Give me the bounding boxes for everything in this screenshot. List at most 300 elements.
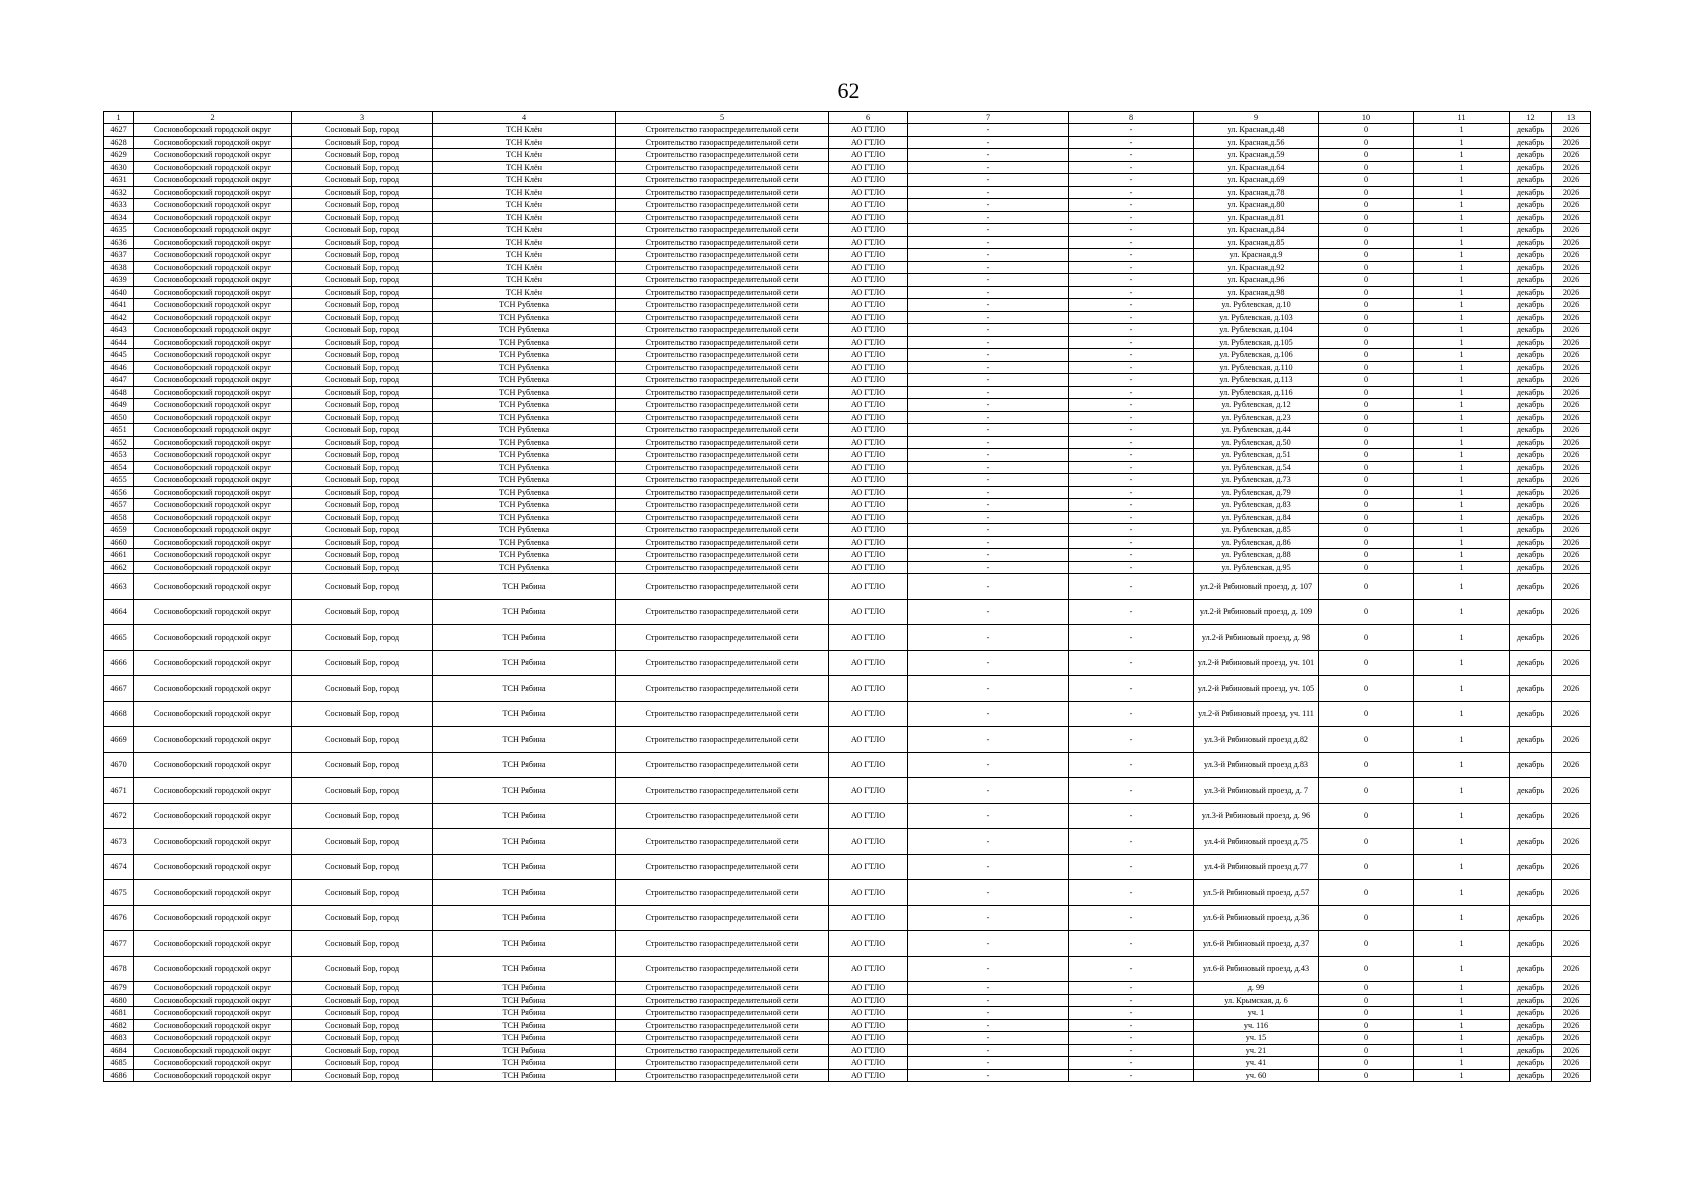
work-type-cell: Строительство газораспределительной сети: [616, 982, 829, 995]
object-cell: ТСН Рублевка: [433, 536, 616, 549]
row-number-cell: 4630: [104, 161, 134, 174]
settlement-cell: Сосновый Бор, город: [292, 536, 433, 549]
work-type-cell: Строительство газораспределительной сети: [616, 676, 829, 702]
column-11-cell: 1: [1414, 1044, 1510, 1057]
work-type-cell: Строительство газораспределительной сети: [616, 1032, 829, 1045]
work-type-cell: Строительство газораспределительной сети: [616, 956, 829, 982]
column-7-cell: -: [908, 324, 1069, 337]
column-7-cell: -: [908, 261, 1069, 274]
table-row: [104, 411, 1591, 424]
organization-cell: АО ГТЛО: [829, 625, 908, 651]
settlement-cell: Сосновый Бор, город: [292, 803, 433, 829]
column-7-cell: -: [908, 399, 1069, 412]
table-row: [104, 561, 1591, 574]
column-11-cell: 1: [1414, 461, 1510, 474]
month-cell: декабрь: [1510, 149, 1552, 162]
district-cell: Сосновоборский городской округ: [134, 436, 292, 449]
address-cell: ул. Красная,д.84: [1194, 224, 1319, 237]
settlement-cell: Сосновый Бор, город: [292, 324, 433, 337]
table-row: [104, 1044, 1591, 1057]
object-cell: ТСН Рублевка: [433, 324, 616, 337]
column-11-cell: 1: [1414, 211, 1510, 224]
year-cell: 2026: [1552, 286, 1591, 299]
column-11-cell: 1: [1414, 474, 1510, 487]
object-cell: ТСН Рябина: [433, 1069, 616, 1082]
year-cell: 2026: [1552, 199, 1591, 212]
column-10-cell: 0: [1319, 261, 1414, 274]
organization-cell: АО ГТЛО: [829, 994, 908, 1007]
column-7-cell: -: [908, 1057, 1069, 1070]
settlement-cell: Сосновый Бор, город: [292, 982, 433, 995]
address-cell: ул. Рублевская, д.73: [1194, 474, 1319, 487]
month-cell: декабрь: [1510, 211, 1552, 224]
work-type-cell: Строительство газораспределительной сети: [616, 701, 829, 727]
object-cell: ТСН Рублевка: [433, 474, 616, 487]
month-cell: декабрь: [1510, 994, 1552, 1007]
year-cell: 2026: [1552, 982, 1591, 995]
column-7-cell: -: [908, 536, 1069, 549]
year-cell: 2026: [1552, 474, 1591, 487]
address-cell: ул. Рублевская, д.88: [1194, 549, 1319, 562]
settlement-cell: Сосновый Бор, город: [292, 199, 433, 212]
address-cell: ул. Рублевская, д.12: [1194, 399, 1319, 412]
row-number-cell: 4660: [104, 536, 134, 549]
column-7-cell: -: [908, 236, 1069, 249]
address-cell: ул. Рублевская, д.84: [1194, 511, 1319, 524]
address-cell: уч. 60: [1194, 1069, 1319, 1082]
district-cell: Сосновоборский городской округ: [134, 186, 292, 199]
settlement-cell: Сосновый Бор, город: [292, 524, 433, 537]
object-cell: ТСН Рябина: [433, 778, 616, 804]
month-cell: декабрь: [1510, 524, 1552, 537]
column-11-cell: 1: [1414, 349, 1510, 362]
row-number-cell: 4674: [104, 854, 134, 880]
month-cell: декабрь: [1510, 261, 1552, 274]
column-7-cell: -: [908, 854, 1069, 880]
month-cell: декабрь: [1510, 461, 1552, 474]
settlement-cell: Сосновый Бор, город: [292, 411, 433, 424]
address-cell: ул.2-й Рябиновый проезд, уч. 101: [1194, 650, 1319, 676]
year-cell: 2026: [1552, 1044, 1591, 1057]
column-10-cell: 0: [1319, 499, 1414, 512]
object-cell: ТСН Рублевка: [433, 449, 616, 462]
month-cell: декабрь: [1510, 136, 1552, 149]
month-cell: декабрь: [1510, 701, 1552, 727]
column-10-cell: 0: [1319, 474, 1414, 487]
work-type-cell: Строительство газораспределительной сети: [616, 599, 829, 625]
district-cell: Сосновоборский городской округ: [134, 286, 292, 299]
column-10-cell: 0: [1319, 1007, 1414, 1020]
district-cell: Сосновоборский городской округ: [134, 803, 292, 829]
work-type-cell: Строительство газораспределительной сети: [616, 324, 829, 337]
settlement-cell: Сосновый Бор, город: [292, 854, 433, 880]
settlement-cell: Сосновый Бор, город: [292, 236, 433, 249]
row-number-cell: 4642: [104, 311, 134, 324]
column-10-cell: 0: [1319, 1069, 1414, 1082]
month-cell: декабрь: [1510, 803, 1552, 829]
organization-cell: АО ГТЛО: [829, 474, 908, 487]
year-cell: 2026: [1552, 161, 1591, 174]
work-type-cell: Строительство газораспределительной сети: [616, 1019, 829, 1032]
column-10-cell: 0: [1319, 336, 1414, 349]
column-7-cell: -: [908, 499, 1069, 512]
object-cell: ТСН Клён: [433, 211, 616, 224]
column-10-cell: 0: [1319, 461, 1414, 474]
year-cell: 2026: [1552, 261, 1591, 274]
column-11-cell: 1: [1414, 1007, 1510, 1020]
district-cell: Сосновоборский городской округ: [134, 161, 292, 174]
organization-cell: АО ГТЛО: [829, 727, 908, 753]
year-cell: 2026: [1552, 701, 1591, 727]
organization-cell: АО ГТЛО: [829, 1019, 908, 1032]
column-7-cell: -: [908, 361, 1069, 374]
address-cell: ул.3-й Рябиновый проезд, д. 7: [1194, 778, 1319, 804]
column-11-cell: 1: [1414, 561, 1510, 574]
column-7-cell: -: [908, 650, 1069, 676]
table-row: [104, 361, 1591, 374]
organization-cell: АО ГТЛО: [829, 236, 908, 249]
settlement-cell: Сосновый Бор, город: [292, 1057, 433, 1070]
column-8-cell: -: [1069, 249, 1194, 262]
row-number-cell: 4680: [104, 994, 134, 1007]
month-cell: декабрь: [1510, 124, 1552, 137]
month-cell: декабрь: [1510, 905, 1552, 931]
row-number-cell: 4664: [104, 599, 134, 625]
column-8-cell: -: [1069, 1032, 1194, 1045]
table-row: [104, 829, 1591, 855]
column-8-cell: -: [1069, 956, 1194, 982]
address-cell: ул. Красная,д.80: [1194, 199, 1319, 212]
settlement-cell: Сосновый Бор, город: [292, 880, 433, 906]
row-number-cell: 4665: [104, 625, 134, 651]
district-cell: Сосновоборский городской округ: [134, 386, 292, 399]
month-cell: декабрь: [1510, 574, 1552, 600]
settlement-cell: Сосновый Бор, город: [292, 374, 433, 387]
year-cell: 2026: [1552, 524, 1591, 537]
table-row: [104, 249, 1591, 262]
column-10-cell: 0: [1319, 411, 1414, 424]
month-cell: декабрь: [1510, 349, 1552, 362]
year-cell: 2026: [1552, 436, 1591, 449]
column-10-cell: 0: [1319, 224, 1414, 237]
column-10-cell: 0: [1319, 211, 1414, 224]
column-10-cell: 0: [1319, 199, 1414, 212]
work-type-cell: Строительство газораспределительной сети: [616, 829, 829, 855]
organization-cell: АО ГТЛО: [829, 829, 908, 855]
year-cell: 2026: [1552, 324, 1591, 337]
district-cell: Сосновоборский городской округ: [134, 778, 292, 804]
column-8-cell: -: [1069, 199, 1194, 212]
month-cell: декабрь: [1510, 1019, 1552, 1032]
organization-cell: АО ГТЛО: [829, 536, 908, 549]
year-cell: 2026: [1552, 499, 1591, 512]
column-11-cell: 1: [1414, 625, 1510, 651]
column-8-cell: -: [1069, 1019, 1194, 1032]
column-7-cell: -: [908, 436, 1069, 449]
column-number: 6: [829, 112, 908, 124]
work-type-cell: Строительство газораспределительной сети: [616, 236, 829, 249]
organization-cell: АО ГТЛО: [829, 374, 908, 387]
object-cell: ТСН Рябина: [433, 829, 616, 855]
column-7-cell: -: [908, 274, 1069, 287]
work-type-cell: Строительство газораспределительной сети: [616, 436, 829, 449]
object-cell: ТСН Рублевка: [433, 399, 616, 412]
column-11-cell: 1: [1414, 199, 1510, 212]
district-cell: Сосновоборский городской округ: [134, 299, 292, 312]
settlement-cell: Сосновый Бор, город: [292, 349, 433, 362]
table-row: [104, 676, 1591, 702]
row-number-cell: 4683: [104, 1032, 134, 1045]
row-number-cell: 4666: [104, 650, 134, 676]
column-8-cell: -: [1069, 336, 1194, 349]
settlement-cell: Сосновый Бор, город: [292, 931, 433, 957]
column-11-cell: 1: [1414, 982, 1510, 995]
column-11-cell: 1: [1414, 311, 1510, 324]
organization-cell: АО ГТЛО: [829, 174, 908, 187]
row-number-cell: 4638: [104, 261, 134, 274]
column-11-cell: 1: [1414, 880, 1510, 906]
work-type-cell: Строительство газораспределительной сети: [616, 311, 829, 324]
month-cell: декабрь: [1510, 1044, 1552, 1057]
column-11-cell: 1: [1414, 261, 1510, 274]
column-8-cell: -: [1069, 803, 1194, 829]
column-11-cell: 1: [1414, 854, 1510, 880]
address-cell: ул.2-й Рябиновый проезд, д. 98: [1194, 625, 1319, 651]
column-10-cell: 0: [1319, 236, 1414, 249]
row-number-cell: 4636: [104, 236, 134, 249]
month-cell: декабрь: [1510, 829, 1552, 855]
address-cell: ул. Рублевская, д.85: [1194, 524, 1319, 537]
column-11-cell: 1: [1414, 701, 1510, 727]
month-cell: декабрь: [1510, 249, 1552, 262]
table-row: [104, 386, 1591, 399]
column-7-cell: -: [908, 1032, 1069, 1045]
organization-cell: АО ГТЛО: [829, 778, 908, 804]
column-7-cell: -: [908, 803, 1069, 829]
year-cell: 2026: [1552, 880, 1591, 906]
address-cell: ул. Красная,д.9: [1194, 249, 1319, 262]
organization-cell: АО ГТЛО: [829, 411, 908, 424]
object-cell: ТСН Рябина: [433, 574, 616, 600]
column-10-cell: 0: [1319, 727, 1414, 753]
year-cell: 2026: [1552, 174, 1591, 187]
table-row: [104, 336, 1591, 349]
object-cell: ТСН Клён: [433, 161, 616, 174]
district-cell: Сосновоборский городской округ: [134, 361, 292, 374]
column-8-cell: -: [1069, 186, 1194, 199]
organization-cell: АО ГТЛО: [829, 701, 908, 727]
table-row: [104, 931, 1591, 957]
month-cell: декабрь: [1510, 1007, 1552, 1020]
table-row: [104, 956, 1591, 982]
object-cell: ТСН Рябина: [433, 676, 616, 702]
column-8-cell: -: [1069, 524, 1194, 537]
column-11-cell: 1: [1414, 676, 1510, 702]
object-cell: ТСН Рублевка: [433, 299, 616, 312]
work-type-cell: Строительство газораспределительной сети: [616, 361, 829, 374]
month-cell: декабрь: [1510, 1057, 1552, 1070]
district-cell: Сосновоборский городской округ: [134, 561, 292, 574]
column-11-cell: 1: [1414, 411, 1510, 424]
column-7-cell: -: [908, 778, 1069, 804]
column-7-cell: -: [908, 1044, 1069, 1057]
year-cell: 2026: [1552, 374, 1591, 387]
organization-cell: АО ГТЛО: [829, 511, 908, 524]
table-row: [104, 982, 1591, 995]
column-7-cell: -: [908, 880, 1069, 906]
row-number-cell: 4631: [104, 174, 134, 187]
address-cell: ул. Рублевская, д.23: [1194, 411, 1319, 424]
organization-cell: АО ГТЛО: [829, 399, 908, 412]
object-cell: ТСН Рябина: [433, 701, 616, 727]
column-11-cell: 1: [1414, 905, 1510, 931]
object-cell: ТСН Рябина: [433, 1019, 616, 1032]
organization-cell: АО ГТЛО: [829, 1007, 908, 1020]
work-type-cell: Строительство газораспределительной сети: [616, 349, 829, 362]
column-8-cell: -: [1069, 449, 1194, 462]
table-row: [104, 424, 1591, 437]
work-type-cell: Строительство газораспределительной сети: [616, 905, 829, 931]
work-type-cell: Строительство газораспределительной сети: [616, 261, 829, 274]
address-cell: ул. Рублевская, д.54: [1194, 461, 1319, 474]
settlement-cell: Сосновый Бор, город: [292, 574, 433, 600]
settlement-cell: Сосновый Бор, город: [292, 124, 433, 137]
table-row: [104, 574, 1591, 600]
address-cell: ул. Рублевская, д.110: [1194, 361, 1319, 374]
work-type-cell: Строительство газораспределительной сети: [616, 124, 829, 137]
column-10-cell: 0: [1319, 249, 1414, 262]
district-cell: Сосновоборский городской округ: [134, 994, 292, 1007]
object-cell: ТСН Рябина: [433, 1007, 616, 1020]
column-7-cell: -: [908, 599, 1069, 625]
organization-cell: АО ГТЛО: [829, 956, 908, 982]
column-10-cell: 0: [1319, 124, 1414, 137]
address-cell: уч. 15: [1194, 1032, 1319, 1045]
object-cell: ТСН Рублевка: [433, 411, 616, 424]
settlement-cell: Сосновый Бор, город: [292, 286, 433, 299]
settlement-cell: Сосновый Бор, город: [292, 778, 433, 804]
settlement-cell: Сосновый Бор, город: [292, 149, 433, 162]
table-row: [104, 199, 1591, 212]
column-10-cell: 0: [1319, 1044, 1414, 1057]
column-7-cell: -: [908, 625, 1069, 651]
column-8-cell: -: [1069, 236, 1194, 249]
month-cell: декабрь: [1510, 411, 1552, 424]
column-8-cell: -: [1069, 536, 1194, 549]
register-table: [103, 111, 1591, 1082]
row-number-cell: 4632: [104, 186, 134, 199]
column-8-cell: -: [1069, 778, 1194, 804]
column-11-cell: 1: [1414, 424, 1510, 437]
column-7-cell: -: [908, 549, 1069, 562]
row-number-cell: 4662: [104, 561, 134, 574]
table-row: [104, 727, 1591, 753]
column-11-cell: 1: [1414, 374, 1510, 387]
row-number-cell: 4635: [104, 224, 134, 237]
column-8-cell: -: [1069, 499, 1194, 512]
year-cell: 2026: [1552, 676, 1591, 702]
settlement-cell: Сосновый Бор, город: [292, 299, 433, 312]
year-cell: 2026: [1552, 486, 1591, 499]
work-type-cell: Строительство газораспределительной сети: [616, 854, 829, 880]
row-number-cell: 4669: [104, 727, 134, 753]
table-row: [104, 650, 1591, 676]
district-cell: Сосновоборский городской округ: [134, 599, 292, 625]
column-number: 13: [1552, 112, 1591, 124]
address-cell: ул. Красная,д.98: [1194, 286, 1319, 299]
year-cell: 2026: [1552, 224, 1591, 237]
work-type-cell: Строительство газораспределительной сети: [616, 1069, 829, 1082]
column-11-cell: 1: [1414, 361, 1510, 374]
district-cell: Сосновоборский городской округ: [134, 449, 292, 462]
column-8-cell: -: [1069, 324, 1194, 337]
year-cell: 2026: [1552, 361, 1591, 374]
object-cell: ТСН Рублевка: [433, 486, 616, 499]
column-7-cell: -: [908, 727, 1069, 753]
work-type-cell: Строительство газораспределительной сети: [616, 399, 829, 412]
column-8-cell: -: [1069, 299, 1194, 312]
column-7-cell: -: [908, 956, 1069, 982]
column-7-cell: -: [908, 211, 1069, 224]
column-7-cell: -: [908, 486, 1069, 499]
settlement-cell: Сосновый Бор, город: [292, 361, 433, 374]
settlement-cell: Сосновый Бор, город: [292, 650, 433, 676]
column-7-cell: -: [908, 701, 1069, 727]
table-row: [104, 211, 1591, 224]
column-8-cell: -: [1069, 411, 1194, 424]
organization-cell: АО ГТЛО: [829, 486, 908, 499]
work-type-cell: Строительство газораспределительной сети: [616, 524, 829, 537]
row-number-cell: 4647: [104, 374, 134, 387]
organization-cell: АО ГТЛО: [829, 499, 908, 512]
column-7-cell: -: [908, 994, 1069, 1007]
organization-cell: АО ГТЛО: [829, 752, 908, 778]
column-11-cell: 1: [1414, 436, 1510, 449]
settlement-cell: Сосновый Бор, город: [292, 399, 433, 412]
organization-cell: АО ГТЛО: [829, 211, 908, 224]
column-11-cell: 1: [1414, 324, 1510, 337]
column-7-cell: -: [908, 574, 1069, 600]
organization-cell: АО ГТЛО: [829, 124, 908, 137]
table-row: [104, 486, 1591, 499]
column-10-cell: 0: [1319, 982, 1414, 995]
row-number-cell: 4673: [104, 829, 134, 855]
column-8-cell: -: [1069, 931, 1194, 957]
district-cell: Сосновоборский городской округ: [134, 854, 292, 880]
table-row: [104, 236, 1591, 249]
settlement-cell: Сосновый Бор, город: [292, 625, 433, 651]
month-cell: декабрь: [1510, 186, 1552, 199]
organization-cell: АО ГТЛО: [829, 905, 908, 931]
column-10-cell: 0: [1319, 574, 1414, 600]
column-10-cell: 0: [1319, 905, 1414, 931]
column-10-cell: 0: [1319, 186, 1414, 199]
work-type-cell: Строительство газораспределительной сети: [616, 561, 829, 574]
organization-cell: АО ГТЛО: [829, 261, 908, 274]
row-number-cell: 4627: [104, 124, 134, 137]
address-cell: ул.5-й Рябиновый проезд, д.57: [1194, 880, 1319, 906]
column-number-row: [104, 112, 1591, 124]
row-number-cell: 4633: [104, 199, 134, 212]
address-cell: ул. Рублевская, д.83: [1194, 499, 1319, 512]
row-number-cell: 4667: [104, 676, 134, 702]
year-cell: 2026: [1552, 1032, 1591, 1045]
row-number-cell: 4643: [104, 324, 134, 337]
settlement-cell: Сосновый Бор, город: [292, 752, 433, 778]
year-cell: 2026: [1552, 149, 1591, 162]
district-cell: Сосновоборский городской округ: [134, 174, 292, 187]
page-number: 62: [837, 78, 860, 103]
